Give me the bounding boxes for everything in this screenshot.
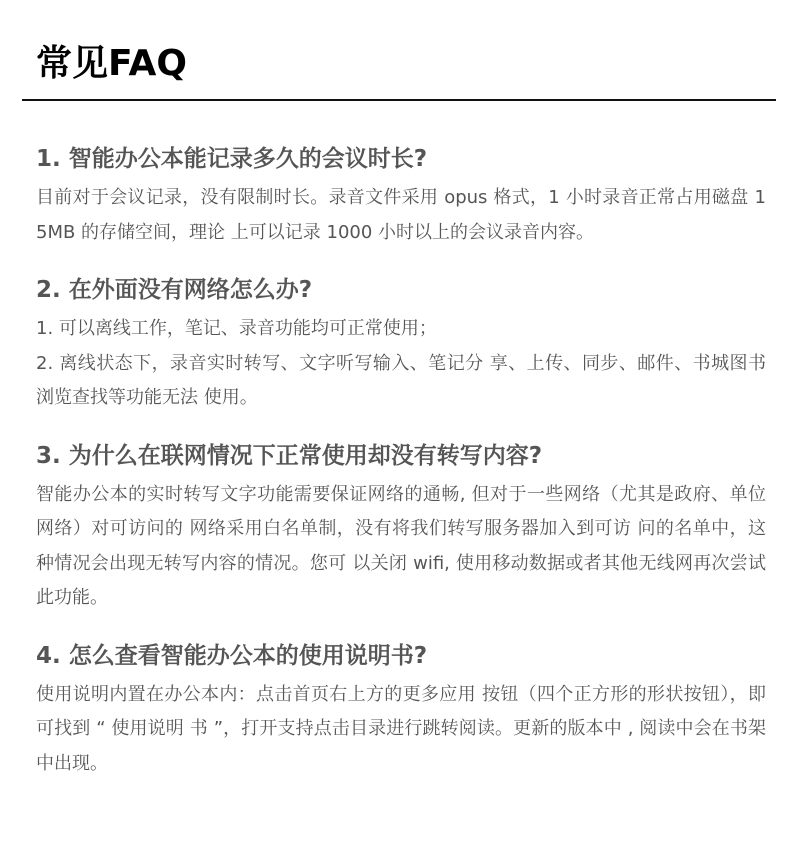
faq-answer: 智能办公本的实时转写文字功能需要保证网络的通畅, 但对于一些网络（尤其是政府、单位网络）对可访问的 网络采用白名单制，没有将我们转写服务器加入到可访 问的名单中，这种情况会出现无转写内容的情况。您可 以关闭 wifi, 使用移动数据或者其他无线网再次尝试此功能。 [36, 483, 766, 608]
faq-answer: 使用说明内置在办公本内：点击首页右上方的更多应用 按钮（四个正方形的形状按钮），即可找到 “ 使用说明 书 ”，打开支持点击目录进行跳转阅读。更新的版本中 , 阅读中会在书架中出现。 [36, 683, 766, 774]
faq-answer-line: 1. 可以离线工作，笔记、录音功能均可正常使用； [36, 318, 437, 339]
faq-item-4 [36, 638, 766, 782]
faq-answer: 目前对于会议记录，没有限制时长。录音文件采用 opus 格式，1 小时录音正常占用磁盘 15MB 的存储空间，理论 上可以记录 1000 小时以上的会议录音内容。 [36, 187, 766, 243]
faq-answer-line: 2. 离线状态下，录音实时转写、文字听写输入、笔记分 享、上传、同步、邮件、书城图书浏览查找等功能无法 使用。 [36, 352, 766, 408]
faq-item-3 [36, 438, 766, 616]
faq-question: 2. 在外面没有网络怎么办? [36, 277, 313, 303]
page-title: 常见FAQ [36, 43, 187, 84]
faq-question: 4. 怎么查看智能办公本的使用说明书? [36, 642, 428, 669]
faq-question: 1. 智能办公本能记录多久的会议时长? [36, 146, 428, 172]
faq-question: 3. 为什么在联网情况下正常使用却没有转写内容? [36, 442, 543, 469]
faq-answer [36, 312, 766, 416]
faq-item-1 [36, 141, 766, 250]
title-divider [22, 99, 776, 101]
faq-list [36, 141, 766, 803]
faq-item-2 [36, 272, 766, 416]
